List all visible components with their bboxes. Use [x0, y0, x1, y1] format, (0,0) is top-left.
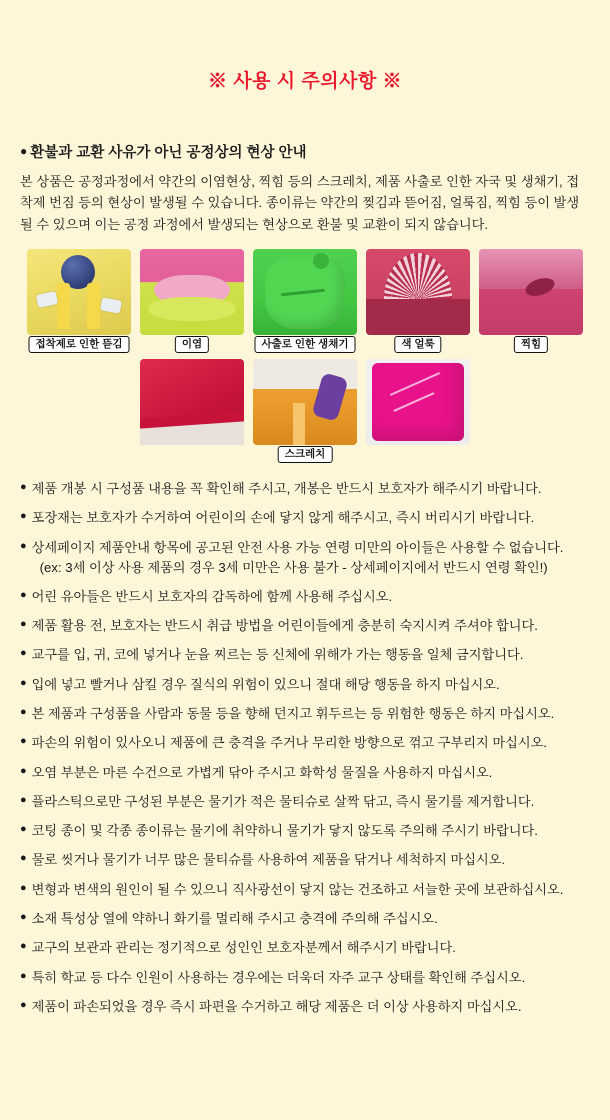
notice-text: 제품 활용 전, 보호자는 반드시 취급 방법을 어린이들에게 충분히 숙지시켜 주셔야 합니다.	[31, 618, 538, 634]
list-item	[20, 479, 592, 499]
bullet-dot-icon: ●	[20, 647, 27, 660]
list-item	[20, 645, 592, 665]
notice-text: 제품이 파손되었을 경우 즉시 파편을 수거하고 해당 제품은 더 이상 사용하지 마십시오.	[31, 998, 522, 1014]
notice-text: 소재 특성상 열에 약하니 화기를 멀리해 주시고 충격에 주의해 주십시오.	[31, 911, 438, 927]
list-item	[20, 733, 592, 753]
defect-photo-row-1	[18, 249, 592, 349]
section-heading	[18, 141, 592, 162]
list-item	[20, 850, 592, 870]
defect-photo-item	[140, 359, 244, 459]
notice-text: 오염 부분은 마른 수건으로 가볍게 닦아 주시고 화학성 물질을 사용하지 마십시오.	[31, 764, 493, 780]
bullet-dot-icon: ●	[20, 144, 28, 158]
list-item	[20, 909, 592, 929]
notice-text: 입에 넣고 빨거나 삼킬 경우 질식의 위험이 있으니 절대 해당 행동을 하지 마십시오.	[31, 676, 500, 692]
list-item	[20, 763, 592, 783]
bullet-dot-icon: ●	[20, 588, 27, 601]
section-heading-label: 환불과 교환 사유가 아닌 공정상의 현상 안내	[30, 145, 307, 161]
defect-photo-caption: 접착제로 인한 뜯김	[29, 336, 130, 354]
bullet-dot-icon: ●	[20, 481, 27, 494]
defect-photo-item	[140, 249, 244, 349]
page-title: ※ 사용 시 주의사항 ※	[207, 71, 403, 92]
defect-photo-caption: 스크레치	[278, 446, 333, 464]
defect-photo-caption: 사출로 인한 생채기	[255, 336, 356, 354]
notice-text: 물로 씻거나 물기가 너무 많은 물티슈를 사용하여 제품을 닦거나 세척하지 마십시오.	[31, 852, 506, 868]
list-item	[20, 997, 592, 1017]
list-item	[20, 616, 592, 636]
defect-photo-image	[253, 249, 357, 335]
notice-text: 상세페이지 제품안내 항목에 공고된 안전 사용 가능 연령 미만의 아이들은 사용할 수 없습니다.	[31, 539, 564, 555]
defect-photo-image	[27, 249, 131, 335]
defect-photo-row-2	[18, 359, 592, 459]
defect-photo-caption: 색 얼룩	[394, 336, 441, 354]
notice-text: 어린 유아들은 반드시 보호자의 감독하에 함께 사용해 주십시오.	[31, 588, 393, 604]
defect-photo-image	[366, 359, 470, 445]
notice-subtext: (ex: 3세 이상 사용 제품의 경우 3세 미만은 사용 불가 - 상세페이지에서 반드시 연령 확인!)	[39, 559, 548, 575]
notice-text: 포장재는 보호자가 수거하여 어린이의 손에 닿지 않게 해주시고, 즉시 버리시기 바랍니다.	[31, 510, 535, 526]
list-item	[20, 968, 592, 988]
list-item	[20, 704, 592, 724]
bullet-dot-icon: ●	[20, 706, 27, 718]
bullet-dot-icon: ●	[20, 676, 27, 689]
notice-text: 코팅 종이 및 각종 종이류는 물기에 취약하니 물기가 닿지 않도록 주의해 주시기 바랍니다.	[31, 823, 538, 839]
notice-text: 교구의 보관과 관리는 정기적으로 성인인 보호자분께서 해주시기 바랍니다.	[31, 940, 456, 956]
bullet-dot-icon: ●	[20, 998, 27, 1011]
defect-photo-image	[140, 359, 244, 445]
defect-photo-image	[140, 249, 244, 335]
notice-text: 플라스틱으로만 구성된 부분은 물기가 적은 물티슈로 살짝 닦고, 즉시 물기를 제거합니다.	[31, 793, 535, 809]
notice-text: 파손의 위험이 있사오니 제품에 큰 충격을 주거나 무리한 방향으로 꺾고 구부리지 마십시오.	[31, 735, 547, 751]
section-paragraph: 본 상품은 공정과정에서 약간의 이염현상, 찍힘 등의 스크레치, 제품 사출로 인한 자국 및 생채기, 접착제 번짐 등의 현상이 발생될 수 있습니다. 종이류는 약간의 찢김과 뜯어짐, 얼룩짐, 찍힘 등이 발생 될 수 있으며 이는 공정 과정에서 발생되는 현상으로 환불 및 교환이 되지 않습니다.	[20, 174, 580, 232]
bullet-dot-icon: ●	[20, 881, 27, 894]
defect-photo-item	[479, 249, 583, 349]
bullet-dot-icon: ●	[20, 618, 27, 631]
defect-photo-item	[253, 359, 357, 459]
notice-text: 교구를 입, 귀, 코에 넣거나 눈을 찌르는 등 신체에 위해가 가는 행동을 일체 금지합니다.	[31, 647, 524, 663]
notice-text: 본 제품과 구성품을 사람과 동물 등을 향해 던지고 휘두르는 등 위험한 행동은 하지 마십시오.	[31, 706, 555, 721]
list-item	[20, 880, 592, 900]
defect-photo-item	[366, 249, 470, 349]
bullet-dot-icon: ●	[20, 969, 27, 982]
bullet-dot-icon: ●	[20, 793, 27, 806]
defect-photo-image	[366, 249, 470, 335]
bullet-dot-icon: ●	[20, 735, 27, 748]
defect-photo-item	[253, 249, 357, 349]
list-item	[20, 821, 592, 841]
bullet-dot-icon: ●	[20, 852, 27, 865]
list-item	[20, 792, 592, 812]
defect-photo-item	[366, 359, 470, 459]
defect-photo-caption: 찍힘	[514, 336, 548, 354]
list-item	[20, 675, 592, 695]
bullet-dot-icon: ●	[20, 764, 27, 777]
bullet-dot-icon: ●	[20, 823, 27, 836]
list-item	[20, 538, 592, 578]
bullet-dot-icon: ●	[20, 911, 27, 924]
bullet-dot-icon: ●	[20, 940, 27, 953]
notice-text: 특히 학교 등 다수 인원이 사용하는 경우에는 더욱더 자주 교구 상태를 확인해 주십시오.	[31, 969, 526, 985]
defect-photo-image	[253, 359, 357, 445]
notice-list	[18, 479, 592, 1017]
defect-photo-caption: 이염	[175, 336, 209, 354]
list-item	[20, 938, 592, 958]
defect-photo-image	[479, 249, 583, 335]
defect-photo-item	[27, 249, 131, 349]
list-item	[20, 508, 592, 528]
bullet-dot-icon: ●	[20, 510, 27, 523]
notice-text: 제품 개봉 시 구성품 내용을 꼭 확인해 주시고, 개봉은 반드시 보호자가 해주시기 바랍니다.	[31, 481, 542, 497]
list-item	[20, 587, 592, 607]
bullet-dot-icon: ●	[20, 539, 27, 552]
notice-text: 변형과 변색의 원인이 될 수 있으니 직사광선이 닿지 않는 건조하고 서늘한 곳에 보관하십시오.	[31, 881, 564, 897]
